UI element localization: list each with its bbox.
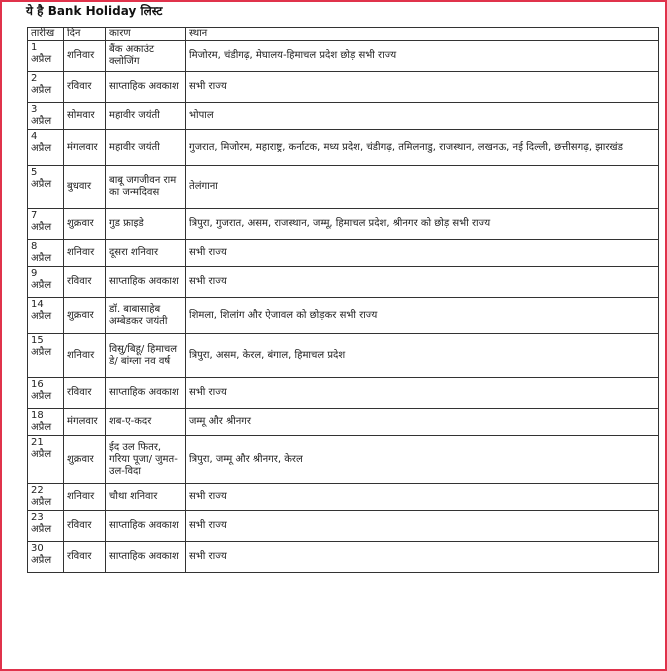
table-row [28,72,659,103]
cell-day: शुक्रवार [64,209,106,240]
table-row [28,484,659,511]
table-row [28,209,659,240]
cell-date: 3 अप्रैल [28,103,64,130]
cell-place: शिमला, शिलांग और ऐजावल को छोड़कर सभी राज्य [186,298,659,334]
cell-date: 22 अप्रैल [28,484,64,511]
cell-place: सभी राज्य [186,542,659,573]
cell-day: रविवार [64,267,106,298]
cell-place: जम्मू और श्रीनगर [186,409,659,436]
page-title: ये है Bank Holiday लिस्ट [26,4,163,18]
table-row [28,334,659,378]
cell-date: 9 अप्रैल [28,267,64,298]
cell-date: 1 अप्रैल [28,41,64,72]
cell-reason: बाबू जगजीवन राम का जन्मदिवस [106,166,186,209]
cell-reason: साप्ताहिक अवकाश [106,542,186,573]
cell-day: मंगलवार [64,130,106,166]
cell-date: 23 अप्रैल [28,511,64,542]
table-row [28,41,659,72]
cell-day: मंगलवार [64,409,106,436]
cell-date: 16 अप्रैल [28,378,64,409]
cell-reason: दूसरा शनिवार [106,240,186,267]
table-row [28,542,659,573]
cell-reason: साप्ताहिक अवकाश [106,72,186,103]
cell-date: 21 अप्रैल [28,436,64,484]
cell-date: 14 अप्रैल [28,298,64,334]
cell-reason: शब-ए-कदर [106,409,186,436]
cell-date: 5 अप्रैल [28,166,64,209]
cell-place: मिजोरम, चंडीगढ़, मेघालय-हिमाचल प्रदेश छोड़ सभी राज्य [186,41,659,72]
cell-reason: गुड फ्राइडे [106,209,186,240]
cell-day: शनिवार [64,240,106,267]
cell-place: सभी राज्य [186,267,659,298]
cell-reason: चौथा शनिवार [106,484,186,511]
cell-place: सभी राज्य [186,378,659,409]
cell-day: शनिवार [64,484,106,511]
table-row [28,298,659,334]
table-row [28,436,659,484]
cell-date: 7 अप्रैल [28,209,64,240]
cell-place: सभी राज्य [186,72,659,103]
table-header-row [28,28,659,41]
cell-reason: ईद उल फितर, गरिया पूजा/ जुमत-उल-विदा [106,436,186,484]
cell-place: त्रिपुरा, गुजरात, असम, राजस्थान, जम्मू, हिमाचल प्रदेश, श्रीनगर को छोड़ सभी राज्य [186,209,659,240]
cell-place: सभी राज्य [186,240,659,267]
cell-day: बुधवार [64,166,106,209]
header-date: तारीख [28,28,64,41]
cell-reason: साप्ताहिक अवकाश [106,378,186,409]
cell-day: रविवार [64,72,106,103]
cell-day: शनिवार [64,41,106,72]
cell-date: 18 अप्रैल [28,409,64,436]
table-row [28,240,659,267]
cell-date: 2 अप्रैल [28,72,64,103]
cell-date: 8 अप्रैल [28,240,64,267]
cell-place: सभी राज्य [186,511,659,542]
cell-day: रविवार [64,511,106,542]
header-day: दिन [64,28,106,41]
cell-place: सभी राज्य [186,484,659,511]
cell-day: शनिवार [64,334,106,378]
cell-reason: महावीर जयंती [106,103,186,130]
table-row [28,409,659,436]
cell-day: शुक्रवार [64,298,106,334]
table-row [28,267,659,298]
header-place: स्थान [186,28,659,41]
cell-date: 4 अप्रैल [28,130,64,166]
table-row [28,378,659,409]
cell-reason: डॉ. बाबासाहेब अम्बेडकर जयंती [106,298,186,334]
header-reason: कारण [106,28,186,41]
cell-reason: साप्ताहिक अवकाश [106,267,186,298]
cell-day: सोमवार [64,103,106,130]
cell-reason: महावीर जयंती [106,130,186,166]
table-row [28,130,659,166]
cell-date: 15 अप्रैल [28,334,64,378]
cell-reason: विसु/बिहू/ हिमाचल डे/ बांग्ला नव वर्ष [106,334,186,378]
cell-place: भोपाल [186,103,659,130]
cell-day: शुक्रवार [64,436,106,484]
cell-place: तेलंगाना [186,166,659,209]
cell-place: त्रिपुरा, जम्मू और श्रीनगर, केरल [186,436,659,484]
cell-date: 30 अप्रैल [28,542,64,573]
cell-place: त्रिपुरा, असम, केरल, बंगाल, हिमाचल प्रदेश [186,334,659,378]
table-row [28,166,659,209]
bank-holiday-table [27,27,659,573]
cell-day: रविवार [64,378,106,409]
table-row [28,511,659,542]
cell-day: रविवार [64,542,106,573]
cell-place: गुजरात, मिजोरम, महाराष्ट्र, कर्नाटक, मध्य प्रदेश, चंडीगढ़, तमिलनाडु, राजस्थान, लखनऊ, नई दिल्ली, छत्तीसगढ़, झारखंड [186,130,659,166]
cell-reason: बैंक अकाउंट क्लोजिंग [106,41,186,72]
table-row [28,103,659,130]
cell-reason: साप्ताहिक अवकाश [106,511,186,542]
